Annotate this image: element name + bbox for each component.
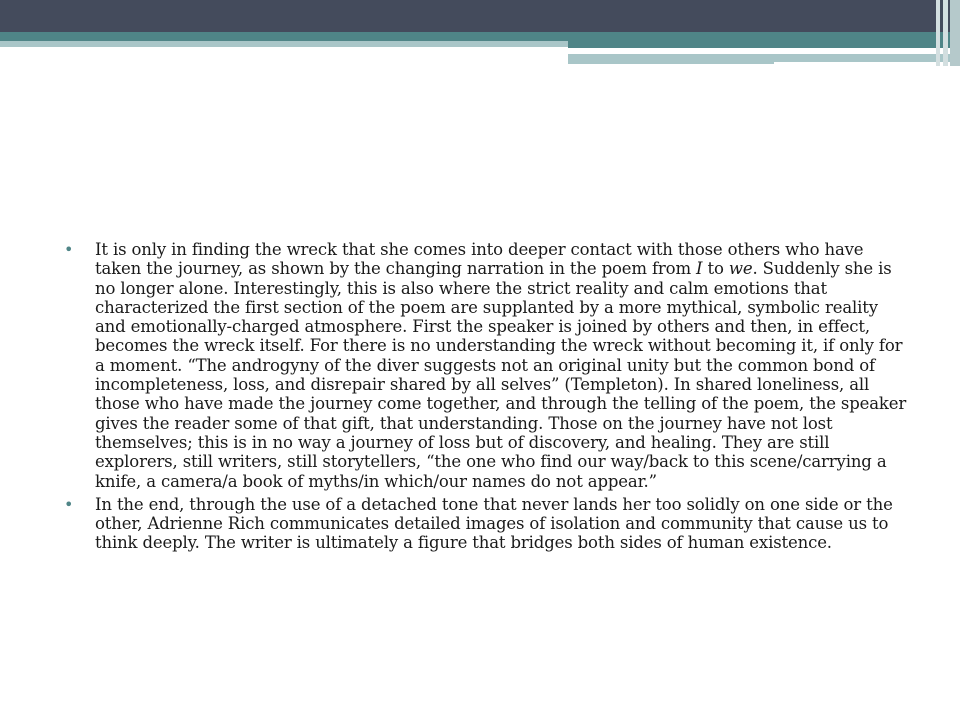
bullet-paragraph-1 bbox=[64, 240, 908, 491]
header-light-band-right bbox=[568, 54, 960, 62]
italic-word: I bbox=[696, 259, 703, 279]
bullet-text: to bbox=[702, 259, 729, 279]
slide-body bbox=[64, 240, 908, 557]
italic-word: we bbox=[728, 259, 753, 279]
header-corner-stripe bbox=[950, 0, 960, 66]
header-corner-stripe bbox=[943, 0, 948, 66]
header-teal-band bbox=[0, 32, 960, 41]
bullet-paragraph-2 bbox=[64, 495, 908, 553]
header-light-band-left bbox=[0, 41, 568, 47]
header-corner-stripe bbox=[936, 0, 940, 66]
header-white-line bbox=[572, 50, 890, 52]
header-teal-band-right bbox=[568, 41, 960, 48]
header-light-band-short bbox=[568, 62, 774, 64]
bullet-text: In the end, through the use of a detached tone that never lands her too solidly on one side or the other, Adrienne Rich communicates detailed images of isolation and community that cause us to think deeply. The writer is ultimately a figure that bridges both sides of human existence. bbox=[95, 494, 893, 553]
header-dark-band bbox=[0, 0, 960, 32]
bullet-text: It is only in finding the wreck that she comes into deeper contact with those others who have taken the journey, as shown by the changing narration in the poem from bbox=[95, 240, 864, 279]
bullet-text: . Suddenly she is no longer alone. Interestingly, this is also where the strict reality and calm emotions that characterized the first section of the poem are supplanted by a more mythical, symbolic reality and emotionally-charged atmosphere. First the speaker is joined by others and then, in effect, becomes the wreck itself. For there is no understanding the wreck without becoming it, if only for a moment. “The androgyny of the diver suggests not an original unity but the common bond of incompleteness, loss, and disrepair shared by all selves” (Templeton). In shared loneliness, all those who have made the journey come together, and through the telling of the poem, the speaker gives the reader some of that gift, that understanding. Those on the journey have not lost themselves; this is in no way a journey of loss but of discovery, and healing. They are still explorers, still writers, still storytellers, “the one who find our way/back to this scene/carrying a knife, a camera/a book of myths/in which/our names do not appear.” bbox=[95, 259, 907, 491]
